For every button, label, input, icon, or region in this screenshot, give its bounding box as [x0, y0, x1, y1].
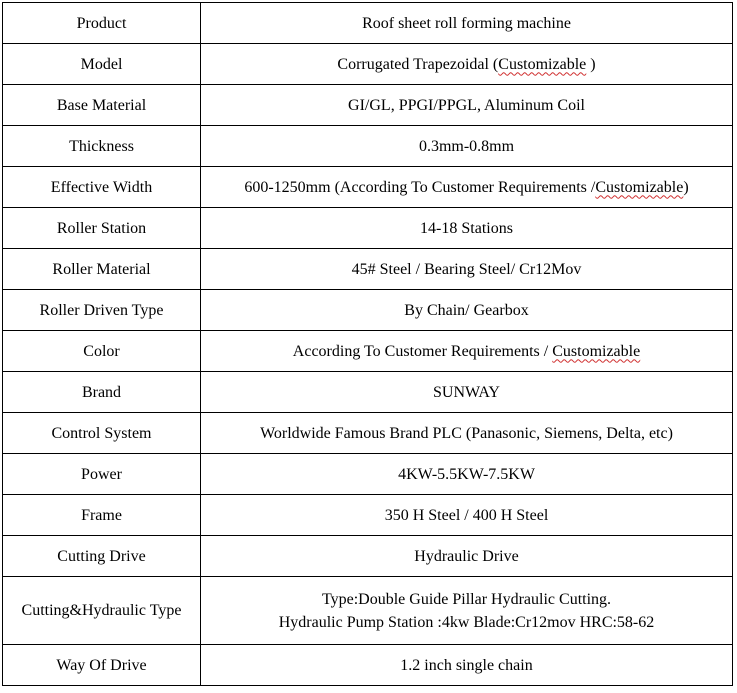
- row-value: [201, 44, 733, 85]
- value-text: ): [586, 55, 596, 73]
- table-row: [3, 372, 733, 413]
- table-row: [3, 331, 733, 372]
- row-label: Control System: [3, 413, 201, 454]
- row-label: Color: [3, 331, 201, 372]
- row-value: 45# Steel / Bearing Steel/ Cr12Mov: [201, 249, 733, 290]
- row-value: Worldwide Famous Brand PLC (Panasonic, Siemens, Delta, etc): [201, 413, 733, 454]
- table-row: [3, 577, 733, 645]
- value-line: Type:Double Guide Pillar Hydraulic Cutting.: [321, 590, 612, 608]
- table-row: [3, 3, 733, 44]
- table-row: [3, 290, 733, 331]
- table-row: [3, 85, 733, 126]
- value-text: Corrugated Trapezoidal (: [337, 55, 499, 73]
- value-text: ): [683, 178, 689, 196]
- table-row: [3, 495, 733, 536]
- row-value: Roof sheet roll forming machine: [201, 3, 733, 44]
- value-text: According To Customer Requirements /: [292, 342, 553, 360]
- table-row: [3, 126, 733, 167]
- row-label: Roller Station: [3, 208, 201, 249]
- row-label: Cutting&Hydraulic Type: [3, 577, 201, 645]
- table-row: [3, 249, 733, 290]
- row-value: [201, 331, 733, 372]
- row-label: Power: [3, 454, 201, 495]
- table-row: [3, 454, 733, 495]
- row-value: SUNWAY: [201, 372, 733, 413]
- table-row: [3, 413, 733, 454]
- row-value: GI/GL, PPGI/PPGL, Aluminum Coil: [201, 85, 733, 126]
- row-label: Model: [3, 44, 201, 85]
- spellcheck-word: Customizable: [595, 178, 684, 196]
- row-label: Brand: [3, 372, 201, 413]
- table-row: [3, 645, 733, 686]
- row-label: Frame: [3, 495, 201, 536]
- row-label: Roller Material: [3, 249, 201, 290]
- table-row: [3, 167, 733, 208]
- row-value: Hydraulic Drive: [201, 536, 733, 577]
- row-label: Cutting Drive: [3, 536, 201, 577]
- table-row: [3, 208, 733, 249]
- spellcheck-word: Customizable: [498, 55, 587, 73]
- table-row: [3, 536, 733, 577]
- row-label: Roller Driven Type: [3, 290, 201, 331]
- row-value: [201, 577, 733, 645]
- row-value: By Chain/ Gearbox: [201, 290, 733, 331]
- row-label: Effective Width: [3, 167, 201, 208]
- table-row: [3, 44, 733, 85]
- row-value: 4KW-5.5KW-7.5KW: [201, 454, 733, 495]
- row-value: 0.3mm-0.8mm: [201, 126, 733, 167]
- row-label: Product: [3, 3, 201, 44]
- row-label: Way Of Drive: [3, 645, 201, 686]
- row-value: 350 H Steel / 400 H Steel: [201, 495, 733, 536]
- row-value: [201, 167, 733, 208]
- value-text: 600-1250mm (According To Customer Requirements /: [244, 178, 596, 196]
- row-value: 14-18 Stations: [201, 208, 733, 249]
- row-label: Thickness: [3, 126, 201, 167]
- spellcheck-word: Customizable: [552, 342, 641, 360]
- row-value: 1.2 inch single chain: [201, 645, 733, 686]
- value-line: Hydraulic Pump Station :4kw Blade:Cr12mov HRC:58-62: [278, 613, 655, 631]
- row-label: Base Material: [3, 85, 201, 126]
- spec-table: [2, 2, 733, 686]
